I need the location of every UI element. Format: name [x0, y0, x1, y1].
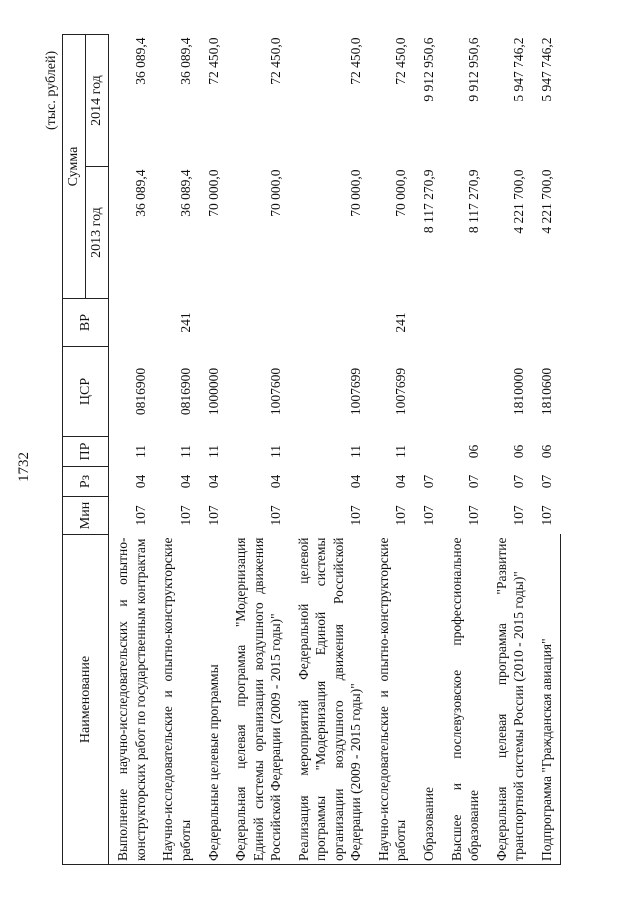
row-sum-2013: 4 221 700,0: [539, 169, 555, 234]
row-sum-2013: 36 089,4: [178, 169, 194, 217]
row-name: Подпрограмма "Гражданская авиация": [533, 535, 561, 865]
row-rz: 04: [393, 474, 409, 489]
row-pr: 11: [393, 445, 409, 458]
row-min: 107: [268, 505, 284, 526]
row-rz: 07: [511, 474, 527, 489]
table-row: [533, 35, 561, 865]
row-rz: 07: [466, 474, 482, 489]
row-pr: 11: [348, 445, 364, 458]
row-csr: 0816900: [178, 367, 194, 416]
header-name: Наименование: [63, 535, 109, 865]
row-min: 107: [393, 505, 409, 526]
row-sum-2014: 72 450,0: [393, 37, 409, 85]
row-sum-2014: 72 450,0: [268, 37, 284, 85]
row-rz: 04: [178, 474, 194, 489]
row-vr: [488, 299, 533, 347]
row-pr: 06: [511, 444, 527, 459]
row-name: Выполнение научно-исследовательских и опытно-конструкторских работ по государственным контрактам: [109, 535, 155, 865]
row-rz: 04: [268, 474, 284, 489]
page-number: 1732: [16, 452, 32, 482]
table-row: [200, 35, 228, 865]
row-pr: 06: [539, 444, 555, 459]
header-2013: 2013 год: [86, 167, 109, 299]
header-min: Мин: [63, 497, 109, 535]
row-sum-2013: 36 089,4: [132, 169, 148, 217]
row-sum-2013: 8 117 270,9: [466, 169, 482, 234]
row-sum-2013: 70 000,0: [205, 169, 221, 217]
row-sum-2014: 5 947 746,2: [511, 37, 527, 102]
header-csr: ЦСР: [63, 347, 109, 437]
row-sum-2013: 70 000,0: [348, 169, 364, 217]
row-vr: 241: [178, 312, 194, 333]
row-name: Федеральные целевые программы: [200, 535, 228, 865]
row-sum-2014: 36 089,4: [132, 37, 148, 85]
row-min: 107: [466, 505, 482, 526]
row-min: 107: [348, 505, 364, 526]
row-sum-2014: 5 947 746,2: [539, 37, 555, 102]
row-pr: 06: [466, 444, 482, 459]
row-sum-2014: 72 450,0: [205, 37, 221, 85]
row-rz: 07: [421, 474, 437, 489]
row-name: Образование: [415, 535, 443, 865]
row-rz: 07: [539, 474, 555, 489]
row-csr: [415, 347, 443, 437]
row-name: Высшее и послевузовское профессиональное образование: [443, 535, 488, 865]
row-pr: 11: [205, 445, 221, 458]
row-csr: 1007699: [393, 367, 409, 416]
row-sum-2014: 72 450,0: [348, 37, 364, 85]
row-name: Научно-исследовательские и опытно-конструкторские работы: [370, 535, 415, 865]
table-row: [488, 35, 533, 865]
row-sum-2014: 9 912 950,6: [466, 37, 482, 102]
table-body: [109, 35, 561, 865]
row-sum-2013: 8 117 270,9: [421, 169, 437, 234]
row-vr: [415, 299, 443, 347]
row-pr: 11: [178, 445, 194, 458]
row-min: 107: [178, 505, 194, 526]
row-pr: 11: [132, 445, 148, 458]
header-2014: 2014 год: [86, 35, 109, 167]
row-rz: 04: [205, 474, 221, 489]
row-rz: 04: [132, 474, 148, 489]
row-sum-2013: 70 000,0: [393, 169, 409, 217]
row-vr: [200, 299, 228, 347]
row-vr: [227, 299, 290, 347]
row-name: Федеральная целевая программа "Развитие транспортной системы России (2010 - 2015 годы)": [488, 535, 533, 865]
budget-table: [62, 34, 561, 865]
row-csr: 1810600: [539, 367, 555, 416]
row-csr: [443, 347, 488, 437]
header-pr: ПР: [63, 437, 109, 467]
header-sum: Сумма: [63, 35, 86, 299]
row-csr: 0816900: [132, 367, 148, 416]
row-sum-2014: 9 912 950,6: [421, 37, 437, 102]
row-csr: 1007600: [268, 367, 284, 416]
row-rz: 04: [348, 474, 364, 489]
table-row: [290, 35, 370, 865]
header-rz: Рз: [63, 467, 109, 497]
row-min: 107: [511, 505, 527, 526]
row-vr: [533, 299, 561, 347]
row-vr: [290, 299, 370, 347]
row-sum-2013: 4 221 700,0: [511, 169, 527, 234]
row-name: Научно-исследовательские и опытно-конструкторские работы: [154, 535, 199, 865]
table-row: [370, 35, 415, 865]
header-vr: ВР: [63, 299, 109, 347]
row-pr: [415, 437, 443, 467]
row-min: 107: [132, 505, 148, 526]
row-name: Федеральная целевая программа "Модернизация Единой системы организации воздушного движения Российской Федерации (2009 - 2015 годы)": [227, 535, 290, 865]
row-csr: 1000000: [205, 367, 221, 416]
table-row: [227, 35, 290, 865]
table-row: [415, 35, 443, 865]
units-label: (тыс. рублей): [44, 50, 59, 130]
row-csr: 1810000: [511, 367, 527, 416]
table-row: [154, 35, 199, 865]
row-min: 107: [205, 505, 221, 526]
row-vr: 241: [393, 312, 409, 333]
row-vr: [109, 299, 155, 347]
table-row: [443, 35, 488, 865]
row-sum-2014: 36 089,4: [178, 37, 194, 85]
row-sum-2013: 70 000,0: [268, 169, 284, 217]
row-pr: 11: [268, 445, 284, 458]
row-min: 107: [539, 505, 555, 526]
row-name: Реализация мероприятий Федеральной целевой программы "Модернизация Единой системы организации воздушного движения Российской Федерации (2009 - 2015 годы)": [290, 535, 370, 865]
table-header: [63, 35, 109, 865]
table-row: [109, 35, 155, 865]
row-csr: 1007699: [348, 367, 364, 416]
row-vr: [443, 299, 488, 347]
row-min: 107: [421, 505, 437, 526]
